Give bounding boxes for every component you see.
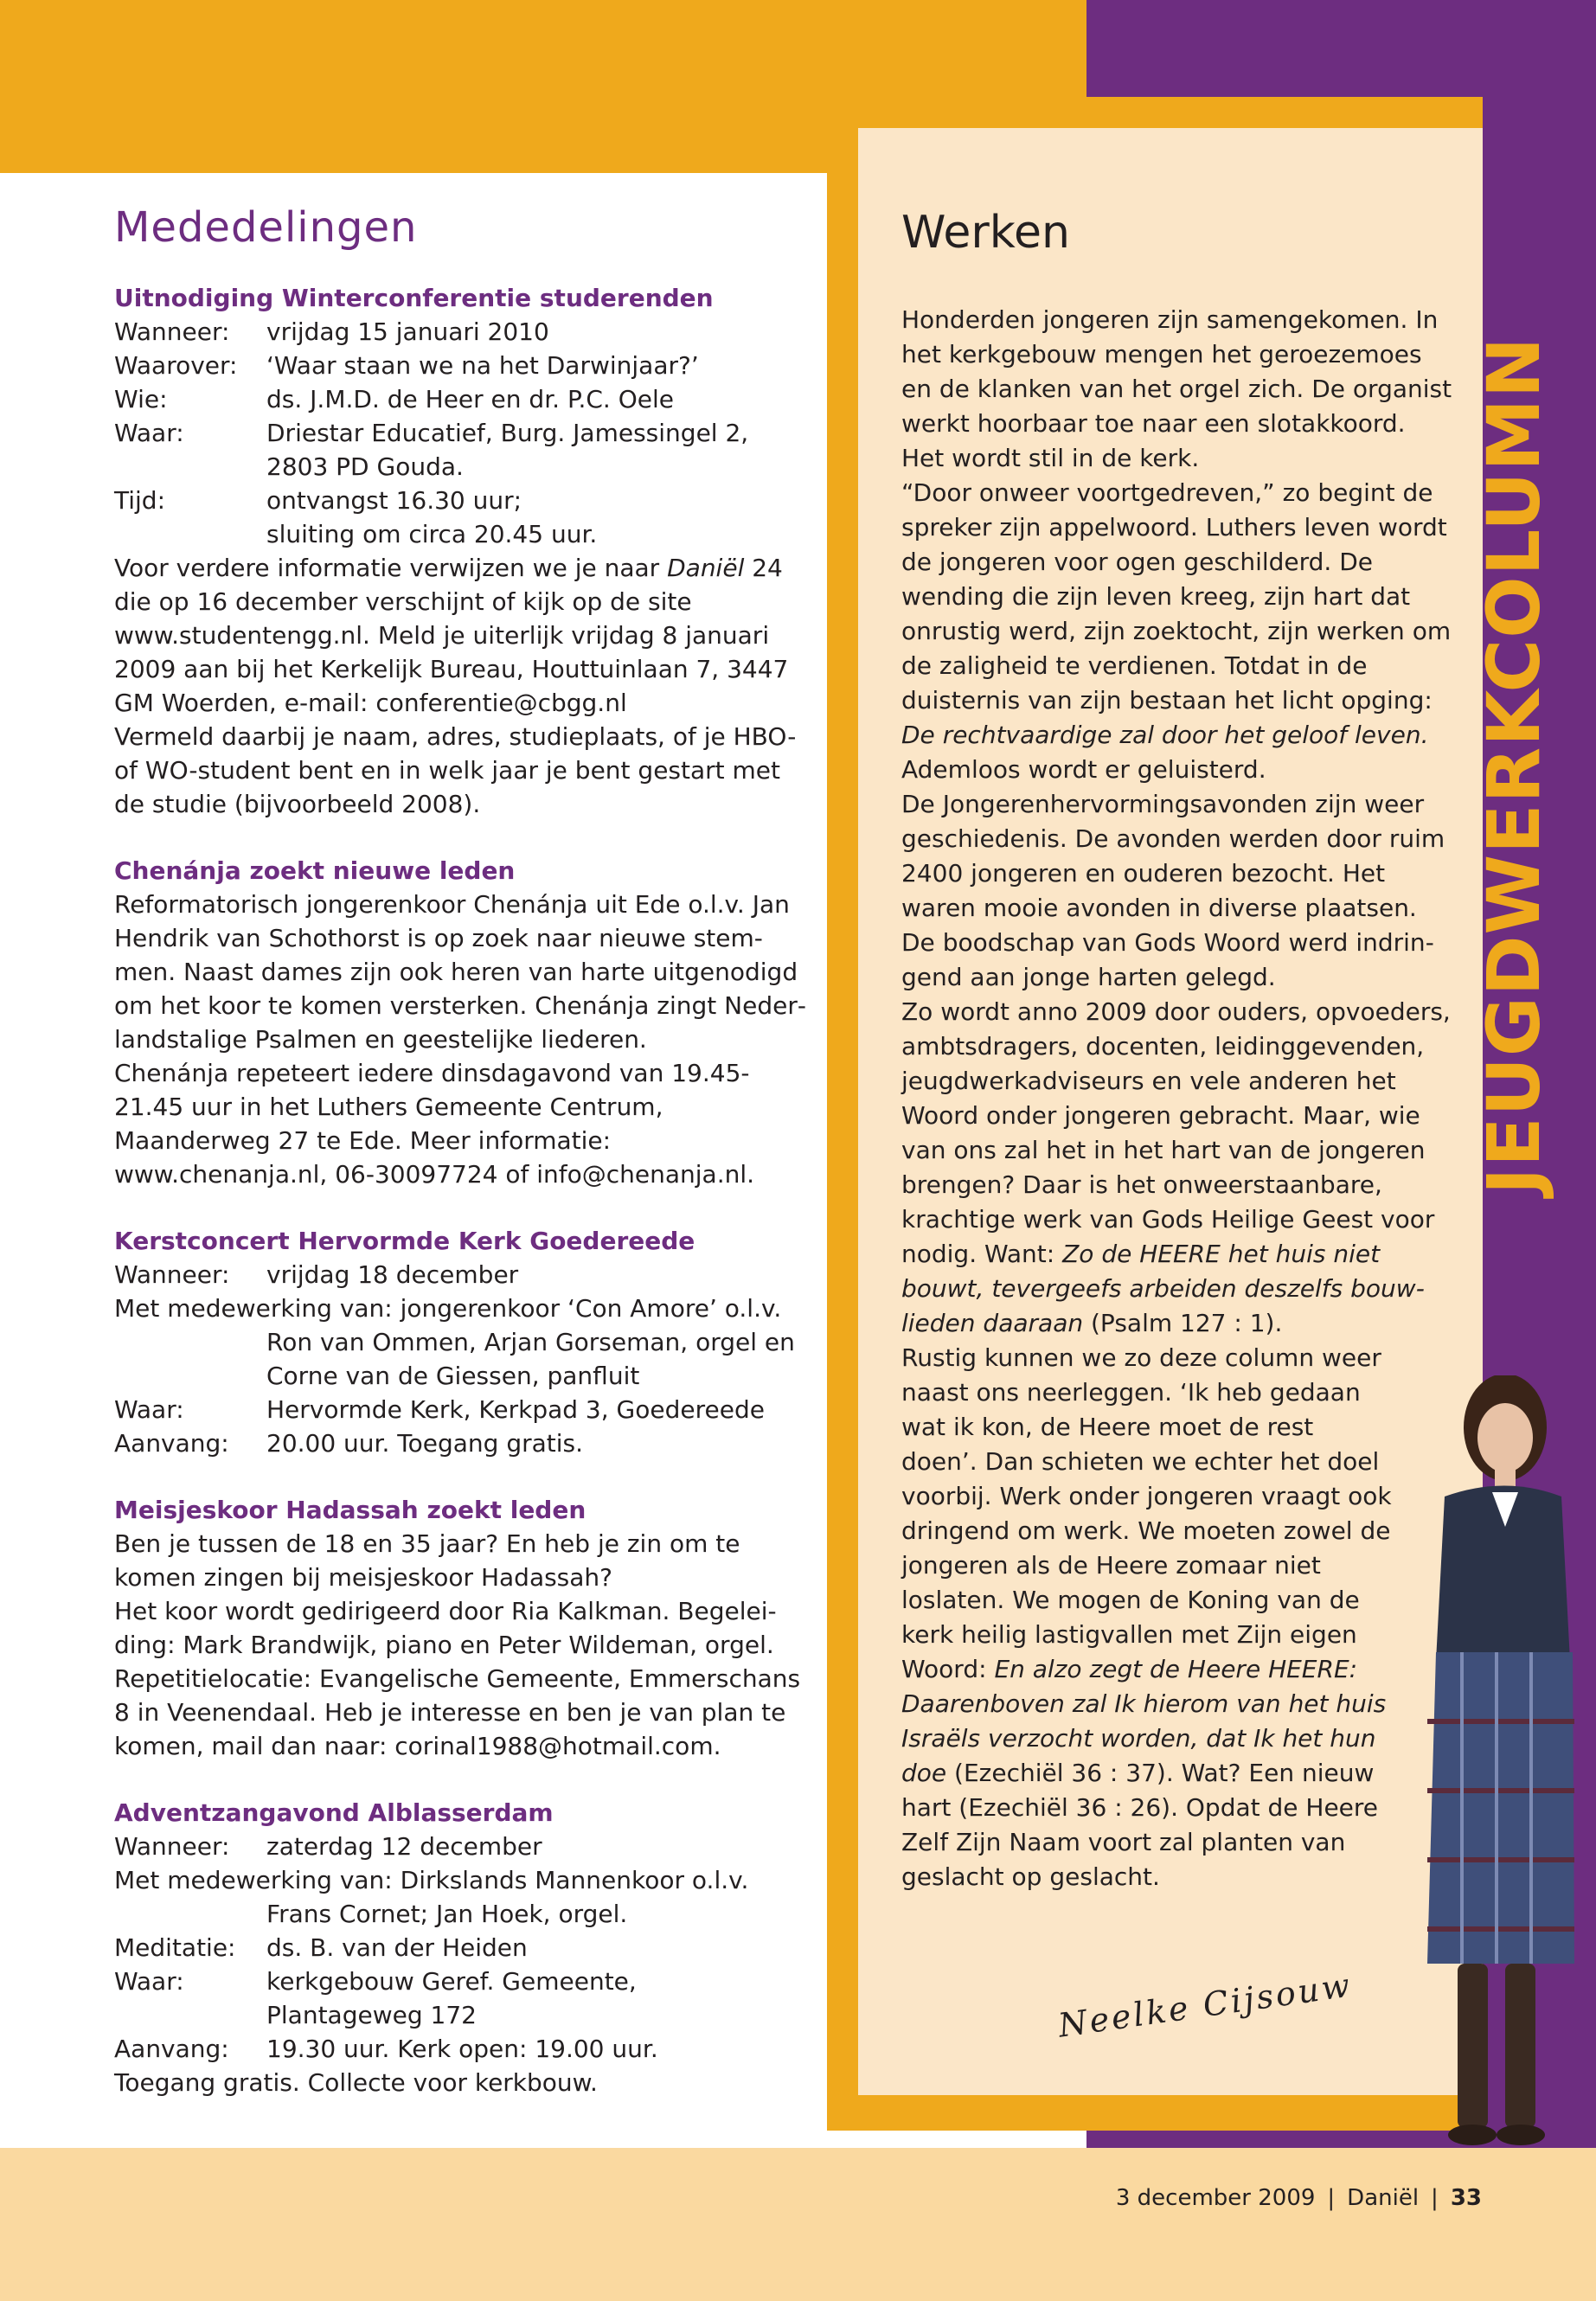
detail-row <box>114 1965 806 1998</box>
announcement-heading: Chenánja zoekt nieuwe leden <box>114 856 516 886</box>
text-span: Voor verdere informatie verwijzen we je naar <box>114 554 668 583</box>
detail-label: Tijd: <box>114 486 166 516</box>
announcement-heading: Adventzangavond Alblasserdam <box>114 1798 554 1828</box>
announcement-text: Het koor wordt gedirigeerd door Ria Kalkman. Begeleiding: Mark Brandwijk, piano en Peter Wildeman, orgel. Repetitielocatie: Evangelische Gemeente, Emmerschans 8 in Veenendaal. Heb je interesse en ben je van plan te komen, mail dan naar: corinal1988@hotmail.com. <box>114 1597 801 1761</box>
column-paragraph <box>901 995 1455 1341</box>
author-photo <box>1375 1375 1574 2154</box>
text-span: (Ezechiël 36 : 37). Wat? Een nieuw hart (Ezechiël 36 : 26). Opdat de Heere Zelf Zijn Naam voort zal planten van geslacht op geslacht. <box>901 1758 1379 1891</box>
detail-continuation: Corne van de Giessen, panfluit <box>266 1362 640 1391</box>
column-paragraph <box>901 1341 1455 1894</box>
detail-value: zaterdag 12 december <box>266 1832 542 1862</box>
detail-value: ds. J.M.D. de Heer en dr. P.C. Oele <box>266 385 674 414</box>
announcement-kerstconcert <box>114 1224 806 1460</box>
detail-row <box>114 1426 806 1460</box>
page-number: 33 <box>1450 2185 1482 2211</box>
text-span: 24 die op 16 december verschijnt of kijk op de site www.studentengg.nl. Meld je uiterlijk vrijdag 8 januari 2009 aan bij het Kerkelijk Bureau, Houttuinlaan 7, 3447 GM Woerden, e-mail: conferentie@cbgg.nl <box>114 554 789 718</box>
detail-value: Hervormde Kerk, Kerkpad 3, Goedereede <box>266 1395 765 1425</box>
detail-value: Driestar Educatief, Burg. Jamessingel 2, <box>266 419 749 448</box>
vertical-title-text: JEUGDWERKCOLUMN <box>1471 336 1556 1195</box>
detail-value: 19.30 uur. Kerk open: 19.00 uur. <box>266 2035 658 2064</box>
announcement-text: Ben je tussen de 18 en 35 jaar? En heb je zin om te komen zingen bij meisjeskoor Hadassah? <box>114 1529 740 1593</box>
detail-row <box>114 349 806 382</box>
detail-label: Aanvang: <box>114 2035 229 2064</box>
text-span: (Psalm 127 : 1). <box>1083 1308 1283 1337</box>
announcement-text: Chenánja repeteert iedere dinsdagavond van 19.45-21.45 uur in het Luthers Gemeente Centrum, Maanderweg 27 te Ede. Meer informatie: www.chenanja.nl, 06-30097724 of info@chenanja.nl. <box>114 1059 755 1189</box>
magazine-name: Daniël <box>667 554 745 583</box>
detail-label: Waar: <box>114 1395 184 1425</box>
detail-continuation: Plantageweg 172 <box>266 2001 477 2030</box>
author-signature: Neelke Cijsouw <box>1055 1965 1355 2045</box>
detail-value: vrijdag 18 december <box>266 1260 519 1290</box>
detail-value: 20.00 uur. Toegang gratis. <box>266 1429 584 1458</box>
detail-label: Waarover: <box>114 351 238 381</box>
announcement-hadassah <box>114 1493 806 1763</box>
detail-label: Wanneer: <box>114 1260 230 1290</box>
detail-value: ds. B. van der Heiden <box>266 1933 528 1963</box>
page-footer <box>1116 2185 1482 2211</box>
detail-continuation: sluiting om circa 20.45 uur. <box>266 520 598 549</box>
detail-label: Waar: <box>114 1967 184 1997</box>
detail-label: Wie: <box>114 385 168 414</box>
announcement-text: Reformatorisch jongerenkoor Chenánja uit Ede o.l.v. Jan Hendrik van Schothorst is op zoek naar nieuwe stemmen. Naast dames zijn ook heren van harte uitgenodigd om het koor te komen versterken. Chenánja zingt Nederlandstalige Psalmen en geestelijke liederen. <box>114 890 806 1054</box>
mededelingen-column <box>114 204 806 2132</box>
quote-italic: De rechtvaardige zal door het geloof leven. <box>901 720 1429 749</box>
detail-value: ‘Waar staan we na het Darwinjaar?’ <box>266 351 699 381</box>
announcement-adventzangavond <box>114 1796 806 2099</box>
section-vertical-title <box>1466 298 1561 1233</box>
detail-continuation: Ron van Ommen, Arjan Gorseman, orgel en <box>266 1328 795 1357</box>
detail-row <box>114 382 806 416</box>
detail-value: vrijdag 15 januari 2010 <box>266 317 549 347</box>
column-title: Werken <box>901 207 1070 259</box>
column-paragraph <box>901 476 1455 753</box>
quote-italic: En alzo zegt de Heere HEERE: Daarenboven zal Ik hierom van het huis Israëls verzocht worden, dat Ik het hun doe <box>901 1654 1387 1787</box>
detail-full-line: Toegang gratis. Collecte voor kerkbouw. <box>114 2068 598 2098</box>
detail-row <box>114 1258 806 1292</box>
detail-row <box>114 1931 806 1965</box>
detail-full-line: Met medewerking van: Dirkslands Mannenkoor o.l.v. <box>114 1866 749 1895</box>
detail-row <box>114 2032 806 2066</box>
page-title: Mededelingen <box>114 203 418 252</box>
detail-row <box>114 1830 806 1863</box>
magazine-title: Daniël <box>1347 2185 1420 2211</box>
column-paragraph: De Jongerenhervormingsavonden zijn weer geschiedenis. De avonden werden door ruim 2400 jongeren en ouderen bezocht. Het waren mooie avonden in diverse plaatsen. De boodschap van Gods Woord werd indringend aan jonge harten gelegd. <box>901 789 1445 991</box>
detail-row <box>114 484 806 517</box>
announcement-text: Vermeld daarbij je naam, adres, studieplaats, of je HBO- of WO-student bent en in welk jaar je bent gestart met de studie (bijvoorbeeld 2008). <box>114 722 797 819</box>
detail-continuation: 2803 PD Gouda. <box>266 452 464 482</box>
text-span: “Door onweer voortgedreven,” zo begint de spreker zijn appelwoord. Luthers leven wordt de jongeren voor ogen geschilderd. De wending die zijn leven kreeg, zijn hart dat onrustig werd, zijn zoektocht, zijn werken om de zaligheid te verdienen. Totdat in de duisternis van zijn bestaan het licht opging: <box>901 478 1452 715</box>
column-paragraph: Ademloos wordt er geluisterd. <box>901 754 1266 784</box>
issue-date: 3 december 2009 <box>1115 2185 1316 2211</box>
announcement-heading: Meisjeskoor Hadassah zoekt leden <box>114 1496 586 1525</box>
detail-label: Wanneer: <box>114 317 230 347</box>
detail-label: Waar: <box>114 419 184 448</box>
announcement-heading: Kerstconcert Hervormde Kerk Goedereede <box>114 1227 695 1256</box>
detail-value: kerkgebouw Geref. Gemeente, <box>266 1967 637 1997</box>
detail-label: Wanneer: <box>114 1832 230 1862</box>
bottom-footer-band <box>0 2148 1596 2301</box>
quote-italic: Zo de HEERE het huis niet bouwt, tevergeefs arbeiden deszelfs bouwlieden daaraan <box>901 1239 1425 1337</box>
detail-row <box>114 315 806 349</box>
text-span: Zo wordt anno 2009 door ouders, opvoeders, ambtsdragers, docenten, leidinggevenden, jeugdwerkadviseurs en vele anderen het Woord onder jongeren gebracht. Maar, wie van ons zal het in het hart van de jongeren brengen? Daar is het onweerstaanbare, krachtige werk van Gods Heilige Geest voor nodig. Want: <box>901 997 1451 1268</box>
detail-row <box>114 1393 806 1426</box>
footer-separator: | <box>1327 2185 1336 2211</box>
detail-continuation: Frans Cornet; Jan Hoek, orgel. <box>266 1900 628 1929</box>
detail-full-line: Met medewerking van: jongerenkoor ‘Con Amore’ o.l.v. <box>114 1294 782 1324</box>
detail-value: ontvangst 16.30 uur; <box>266 486 522 516</box>
column-body <box>901 303 1455 1894</box>
detail-label: Aanvang: <box>114 1429 229 1458</box>
announcement-text <box>114 551 806 720</box>
announcement-chenanja <box>114 854 806 1191</box>
detail-label: Meditatie: <box>114 1933 236 1963</box>
footer-separator: | <box>1431 2185 1439 2211</box>
werken-column <box>901 208 1455 1894</box>
detail-row <box>114 416 806 450</box>
announcement-winterconferentie <box>114 281 806 821</box>
text-span: Rustig kunnen we zo deze column weer naast ons neerleggen. ‘Ik heb gedaan wat ik kon, de Heere moet de rest doen’. Dan schieten we echter het doel voorbij. Werk onder jongeren vraagt ook dringend om werk. We moeten zowel de jongeren als de Heere zomaar niet loslaten. We mogen de Koning van de kerk heilig lastigvallen met Zijn eigen Woord: <box>901 1343 1392 1683</box>
column-paragraph: Honderden jongeren zijn samengekomen. In het kerkgebouw mengen het geroezemoes en de klanken van het orgel zich. De organist werkt hoorbaar toe naar een slotakkoord. Het wordt stil in de kerk. <box>901 304 1452 472</box>
announcement-heading: Uitnodiging Winterconferentie studerenden <box>114 284 714 313</box>
